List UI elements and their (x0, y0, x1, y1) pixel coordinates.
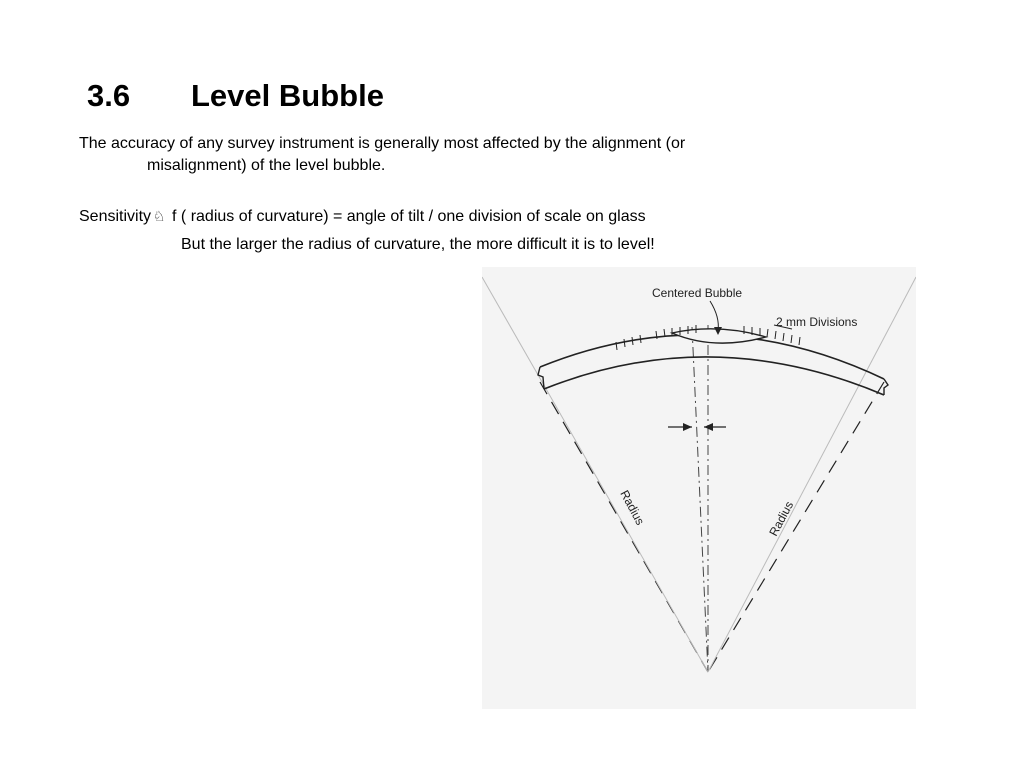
accuracy-paragraph (79, 133, 879, 177)
divisions-label: 2 mm Divisions (776, 315, 858, 329)
centered-bubble-label: Centered Bubble (652, 286, 743, 300)
accuracy-line-1: The accuracy of any survey instrument is generally most affected by the alignment (or (79, 135, 686, 152)
radius-note: But the larger the radius of curvature, the more difficult it is to level! (181, 236, 655, 253)
slide-title (87, 74, 384, 118)
center-line-tilted (692, 327, 708, 672)
radius-line-right (708, 382, 884, 672)
section-title: Level Bubble (191, 78, 384, 113)
level-bubble-figure (482, 267, 916, 709)
bubble-leader-line (710, 301, 718, 331)
sensitivity-formula: f ( radius of curvature) = angle of tilt / one division of scale on glass (167, 208, 646, 225)
radius-left-label: Radius (617, 487, 648, 528)
radius-right-label: Radius (766, 498, 797, 539)
level-bubble-diagram (482, 267, 916, 709)
section-number: 3.6 (87, 78, 131, 113)
accuracy-line-2: misalignment) of the level bubble. (147, 157, 386, 174)
sensitivity-label: Sensitivity (79, 208, 152, 225)
tube-end-right (884, 379, 888, 395)
knight-symbol-icon: ♘ (153, 209, 166, 225)
sensitivity-paragraph (79, 206, 979, 228)
tube-end-left (538, 367, 544, 389)
tilt-arrow-left-icon (683, 423, 692, 431)
tube-bottom-arc (544, 357, 884, 395)
